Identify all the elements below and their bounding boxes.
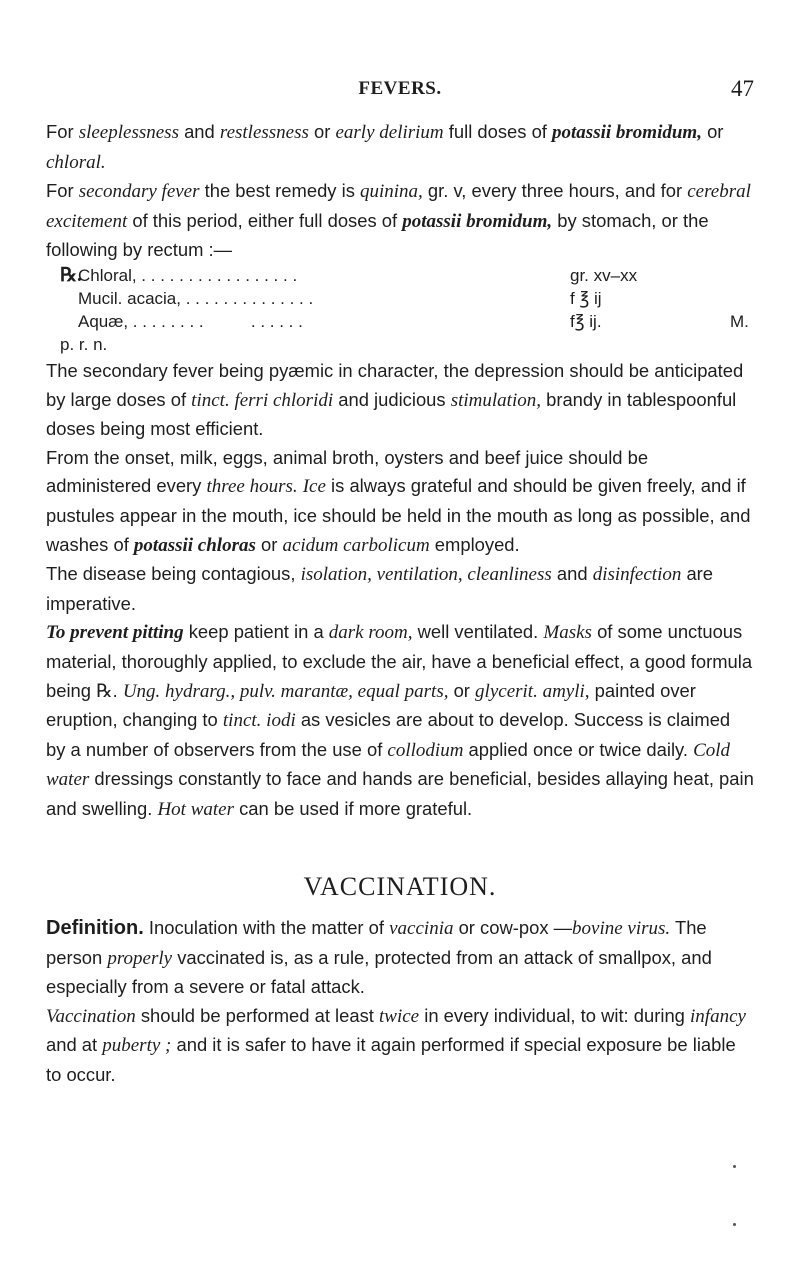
text: can be used if more grateful.: [233, 797, 473, 819]
bold-italic-term: potassii bromidum,: [552, 122, 702, 143]
text: and: [551, 563, 593, 585]
italic-term: Ice: [302, 476, 326, 498]
text: dressings constantly to face and hands are beneficial, besides allaying heat, pain and swelling.: [46, 768, 754, 819]
vaccination-text-block: [46, 914, 754, 1090]
definition-label: Definition.: [46, 917, 144, 939]
text: or: [255, 533, 283, 555]
italic-term: cerebral excitement: [46, 181, 751, 232]
text: and judicious: [333, 388, 451, 410]
page-header: [0, 78, 800, 108]
text: and: [178, 121, 220, 142]
italic-term: Vaccination: [46, 1005, 136, 1027]
paragraph-definition: [46, 914, 754, 1002]
ingredient-dose: f℥ ij.: [570, 312, 602, 331]
text: keep patient in a: [183, 621, 329, 643]
scan-speck: [733, 1223, 736, 1226]
text: gr. v, every three hours, and for: [422, 180, 688, 202]
italic-term: infancy: [690, 1005, 746, 1027]
paragraph-sleeplessness: [46, 118, 754, 177]
text: and at: [46, 1034, 103, 1056]
italic-term: isolation, ventilation, cleanliness: [300, 564, 552, 586]
italic-term: Ung. hydrarg., pulv. marantæ, equal parts,: [122, 680, 449, 702]
text: employed.: [429, 533, 520, 555]
text: of this period, either full doses of: [127, 209, 403, 231]
text: or cow-pox —: [453, 917, 573, 938]
italic-term: dark room,: [328, 622, 413, 644]
italic-term: collodium: [387, 739, 464, 761]
text: by stomach, or the following by rectum :—: [46, 209, 709, 261]
italic-term: stimulation,: [450, 389, 541, 411]
prescription-line: [60, 264, 760, 287]
text: brandy in tablespoonful doses being most efficient.: [46, 388, 737, 440]
italic-term: sleeplessness: [78, 122, 179, 143]
italic-term: restlessness: [219, 122, 309, 143]
section-heading-vaccination: VACCINATION.: [303, 872, 497, 901]
prescription-line: [60, 287, 760, 310]
text: should be performed at least: [135, 1004, 380, 1026]
italic-term: chloral.: [46, 151, 106, 173]
text: painted over eruption, changing to: [46, 679, 696, 731]
text: or: [308, 121, 336, 142]
text: is always grateful and should be given freely, and if pustules appear in the mouth, ice should be held in the mouth as long as possible, and washes of: [46, 475, 751, 555]
text: The secondary fever being pyæmic in character, the depression should be anticipated by large doses of: [46, 360, 744, 410]
italic-term: three hours.: [206, 476, 298, 498]
italic-term: quinina,: [360, 181, 423, 203]
text: and it is safer to have it again performed if special exposure be liable to occur.: [46, 1034, 736, 1085]
italic-term: disinfection: [592, 564, 682, 586]
italic-term: twice: [379, 1005, 420, 1027]
page-number: 47: [731, 76, 754, 101]
paragraph-vaccination-timing: [46, 1002, 754, 1090]
main-text-block: [46, 357, 754, 825]
bold-italic-term: potassii bromidum,: [402, 210, 553, 232]
prescription: [60, 264, 760, 356]
text: or: [701, 121, 724, 142]
text: For: [46, 180, 79, 202]
paragraph-pyaemic: [46, 357, 754, 444]
ingredient-name: Chloral, . . . . . . . . . . . . . . . . .: [78, 266, 298, 285]
upper-text-block: [46, 118, 754, 265]
ingredient-name: Mucil. acacia, . . . . . . . . . . . . . .: [78, 289, 314, 308]
paragraph-contagious: [46, 560, 754, 618]
italic-term: tinct. ferri chloridi: [191, 389, 334, 411]
paragraph-pitting: [46, 618, 754, 824]
italic-term: glycerit. amyli,: [475, 680, 590, 702]
italic-term: acidum carbolicum: [282, 534, 430, 556]
text: From the onset, milk, eggs, animal broth, oysters and beef juice should be administered every: [46, 446, 649, 497]
bold-italic-term: To prevent pitting: [46, 622, 184, 644]
directions-text: p. r. n.: [60, 335, 108, 354]
italic-term: Hot water: [157, 798, 234, 820]
recipe-symbol: ℞.: [60, 265, 82, 286]
running-title: FEVERS.: [358, 78, 442, 99]
text: The person: [46, 917, 707, 968]
text: as vesicles are about to develop. Success is claimed by a number of observers from the use of: [46, 709, 731, 760]
italic-term: puberty ;: [102, 1035, 172, 1057]
text: or: [448, 679, 476, 701]
italic-term: vaccinia: [389, 918, 454, 939]
paragraph-diet: [46, 444, 754, 560]
text: are imperative.: [46, 563, 714, 614]
misce-mark: M.: [730, 312, 749, 331]
text: full doses of: [443, 121, 553, 142]
bold-italic-term: potassii chloras: [133, 534, 256, 556]
ingredient-dose: gr. xv–xx: [570, 266, 638, 285]
text: applied once or twice daily.: [463, 738, 694, 760]
text: well ventilated.: [412, 621, 544, 643]
italic-term: properly: [107, 947, 173, 969]
text: Inoculation with the matter of: [143, 917, 390, 938]
text: vaccinated is, as a rule, protected from an attack of smallpox, and especially from a severe or fatal attack.: [46, 946, 712, 998]
text: For: [46, 121, 79, 142]
italic-term: early delirium: [335, 122, 444, 143]
text: the best remedy is: [199, 180, 360, 202]
italic-term: tinct. iodi: [222, 710, 296, 732]
text: in every individual, to wit: during: [419, 1004, 691, 1026]
text: The disease being contagious,: [46, 563, 301, 585]
ingredient-dose: f ℥ ij: [570, 289, 602, 308]
italic-term: Masks: [543, 622, 592, 644]
text: of some unctuous material, thoroughly applied, to exclude the air, have a beneficial effect, a good formula being ℞.: [46, 621, 753, 701]
prescription-directions: [60, 333, 760, 356]
paragraph-secondary-fever: [46, 177, 754, 265]
prescription-line: [60, 310, 760, 333]
italic-term: secondary fever: [78, 181, 200, 203]
scan-speck: [733, 1165, 736, 1168]
italic-term: bovine virus.: [572, 918, 671, 939]
ingredient-name: Aquæ, . . . . . . . . . . . . . .: [78, 312, 303, 331]
italic-term: Cold water: [46, 739, 731, 791]
